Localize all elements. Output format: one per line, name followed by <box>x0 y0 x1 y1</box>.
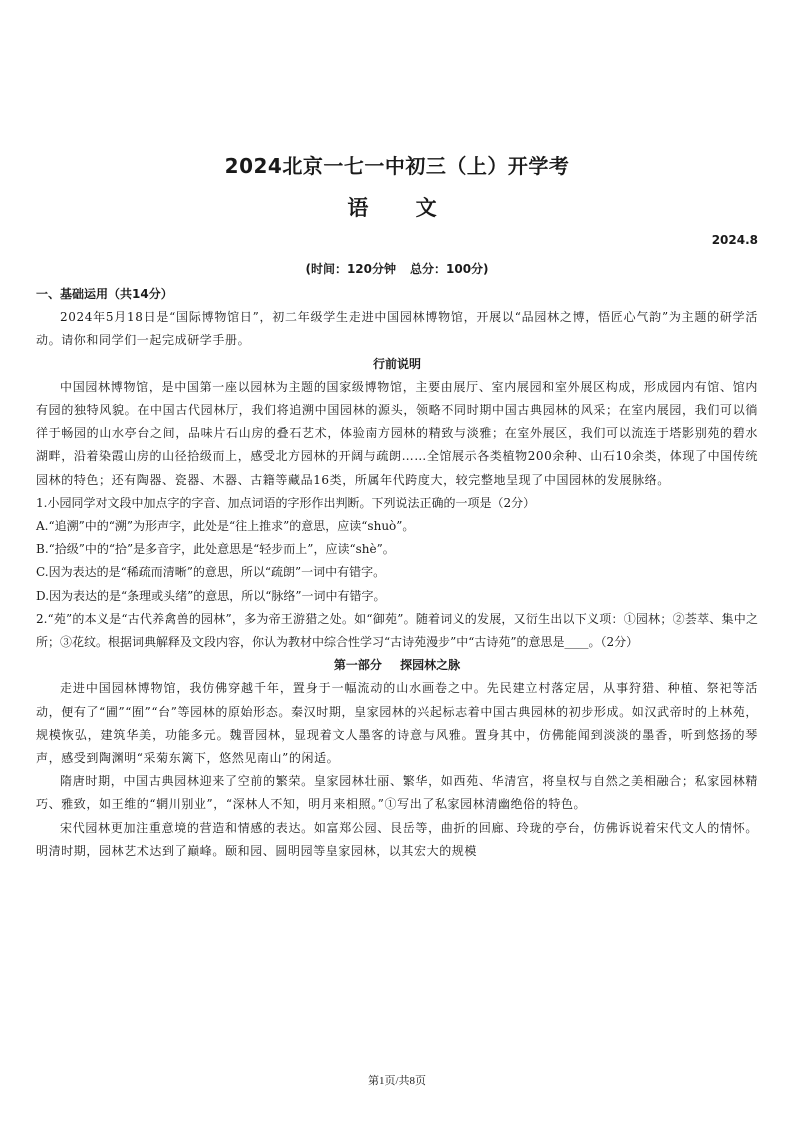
exam-meta <box>0 260 794 277</box>
passage-text: 中国园林博物馆，是中国第一座以园林为主题的国家级博物馆，主要由展厅、室内展园和室外展区构成，形成园内有馆、馆内有园的独特风貌。在中国古代园林厅，我们将追溯中国园林的源头，领略不同时期中国古典园林的风采；在室内展园，我们可以徜徉于畅园的山水亭台之间，品味片石山房的叠石艺术，体验南方园林的精致与淡雅；在室外展区，我们可以流连于塔影别苑的碧水湖畔，沿着染霞山房的山径拾级而上，感受北方园林的开阔与疏朗……全馆展示各类植物200余种、山石10余类，体现了中国传统园林的特色；还有陶器、瓷器、木器、古籍等藏品16类，所属年代跨度大，较完整地呈现了中国园林的发展脉络。 <box>36 379 758 487</box>
question-1-option-d: D.因为表达的是“条理或头绪”的意思，所以“脉络”一词中有错字。 <box>36 588 386 603</box>
question-2-stem: 2.“苑”的本义是“古代养禽兽的园林”，多为帝王游猎之处。如“御苑”。随着词义的发展，又衍生出以下义项：①园林；②荟萃、集中之所；③花纹。根据词典解释及文段内容，你认为教材中综合性学习“古诗苑漫步”中“古诗苑”的意思是____。（2分） <box>36 611 758 650</box>
part-heading: 第一部分 探园林之脉 <box>333 658 461 673</box>
exam-title: 2024北京一七一中初三（上）开学考 <box>224 154 570 178</box>
question-1-option-c: C.因为表达的是“稀疏而清晰”的意思，所以“疏朗”一词中有错字。 <box>36 565 386 580</box>
section-intro: 2024年5月18日是“国际博物馆日”，初二年级学生走进中国园林博物馆，开展以“品园林之博，悟匠心气韵”为主题的研学活动。请你和同学们一起完成研学手册。 <box>36 310 758 348</box>
exam-date: 2024.8 <box>711 233 758 247</box>
exam-time: (时间：120分钟 <box>305 262 396 276</box>
document-body <box>36 283 758 863</box>
section-heading: 一、基础运用（共14分） <box>36 287 173 301</box>
passage-subheading: 行前说明 <box>372 356 421 371</box>
question-1-option-a: A.“追溯”中的“溯”为形声字，此处是“往上推求”的意思，应读“shuò”。 <box>36 519 415 534</box>
question-1-stem: 1.小园同学对文段中加点字的字音、加点词语的字形作出判断。下列说法正确的一项是（2分） <box>36 495 536 510</box>
exam-subject: 语 文 <box>347 195 457 220</box>
exam-score: 总分：100分) <box>410 262 489 276</box>
page-number: 第1页/共8页 <box>367 1075 427 1087</box>
question-1-option-b: B.“拾级”中的“拾”是多音字，此处意思是“轻步而上”，应读“shè”。 <box>36 542 395 557</box>
part-paragraph-2: 隋唐时期，中国古典园林迎来了空前的繁荣。皇家园林壮丽、繁华，如西苑、华清宫，将皇权与自然之美相融合；私家园林精巧、雅致，如王维的“辋川别业”，“深林人不知，明月来相照。”①写出了私家园林清幽绝俗的特色。 <box>36 774 758 812</box>
part-paragraph-3: 宋代园林更加注重意境的营造和情感的表达。如富郑公园、艮岳等，曲折的回廊、玲珑的亭台，仿佛诉说着宋代文人的情怀。明清时期，园林艺术达到了巅峰。颐和园、圆明园等皇家园林，以其宏大的规模 <box>36 820 758 858</box>
part-paragraph-1: 走进中国园林博物馆，我仿佛穿越千年，置身于一幅流动的山水画卷之中。先民建立村落定居，从事狩猎、种植、祭祀等活动，便有了“圃”“囿”“台”等园林的原始形态。秦汉时期，皇家园林的兴起标志着中国古典园林的初步形成。如汉武帝时的上林苑，规模恢弘，建筑华美，功能多元。魏晋园林，显现着文人墨客的诗意与风雅。置身其中，仿佛能闻到淡淡的墨香，听到悠扬的琴声，感受到陶渊明“采菊东篱下，悠然见南山”的闲适。 <box>36 681 758 766</box>
